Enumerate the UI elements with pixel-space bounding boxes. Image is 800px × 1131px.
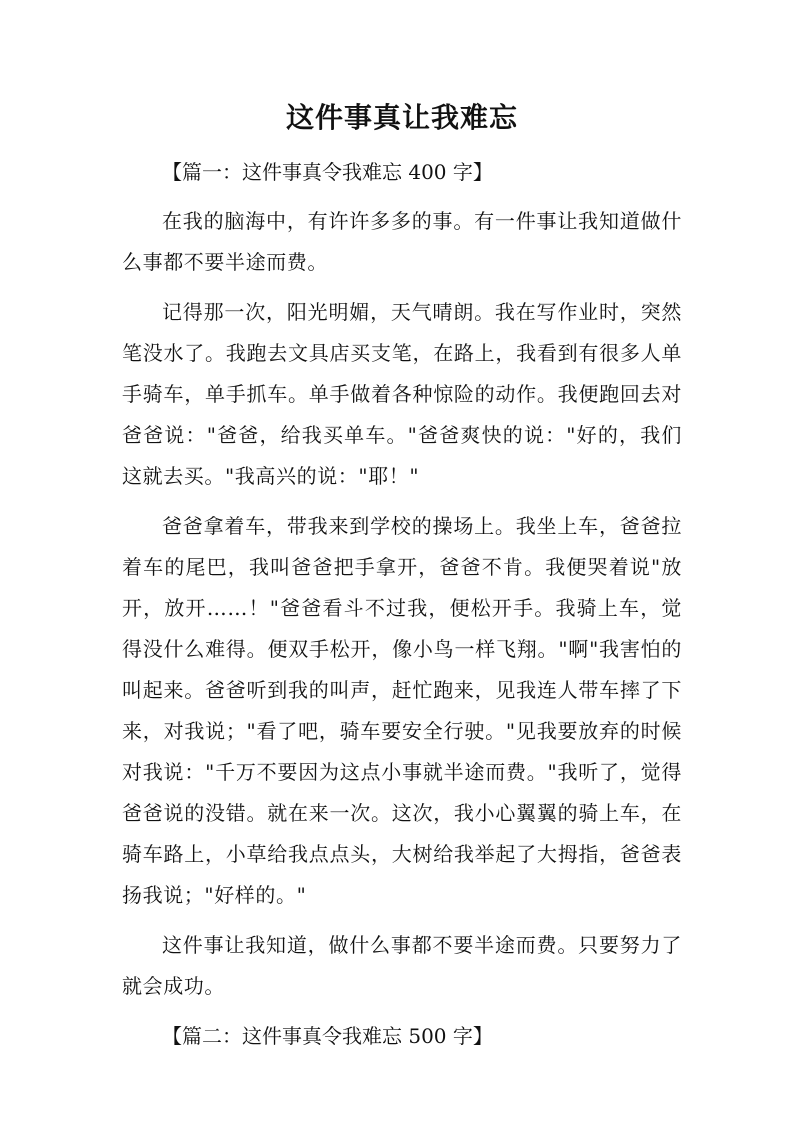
- section-heading-1: 【篇一：这件事真令我难忘 400 字】: [162, 160, 493, 184]
- document-title: 这件事真让我难忘: [285, 101, 518, 134]
- paragraph-2: 记得那一次，阳光明媚，天气晴朗。我在写作业时，突然笔没水了。我跑去文具店买支笔，在路上，我看到有很多人单手骑车，单手抓车。单手做着各种惊险的动作。我便跑回去对爸爸说："爸爸，给我买单车。"爸爸爽快的说："好的，我们这就去买。"我高兴的说："耶！": [122, 300, 682, 488]
- section-heading-2: 【篇二：这件事真令我难忘 500 字】: [162, 1024, 493, 1048]
- paragraph-3: 爸爸拿着车，带我来到学校的操场上。我坐上车，爸爸拉着车的尾巴，我叫爸爸把手拿开，爸爸不肯。我便哭着说"放开，放开……！"爸爸看斗不过我，便松开手。我骑上车，觉得没什么难得。便双手松开，像小鸟一样飞翔。"啊"我害怕的叫起来。爸爸听到我的叫声，赶忙跑来，见我连人带车摔了下来，对我说；"看了吧，骑车要安全行驶。"见我要放弃的时候对我说："千万不要因为这点小事就半途而费。"我听了，觉得爸爸说的没错。就在来一次。这次，我小心翼翼的骑上车，在骑车路上，小草给我点点头，大树给我举起了大拇指，爸爸表扬我说；"好样的。": [122, 514, 682, 907]
- paragraph-4: 这件事让我知道，做什么事都不要半途而费。只要努力了就会成功。: [122, 933, 682, 998]
- paragraph-1: 在我的脑海中，有许许多多的事。有一件事让我知道做什么事都不要半途而费。: [122, 209, 682, 274]
